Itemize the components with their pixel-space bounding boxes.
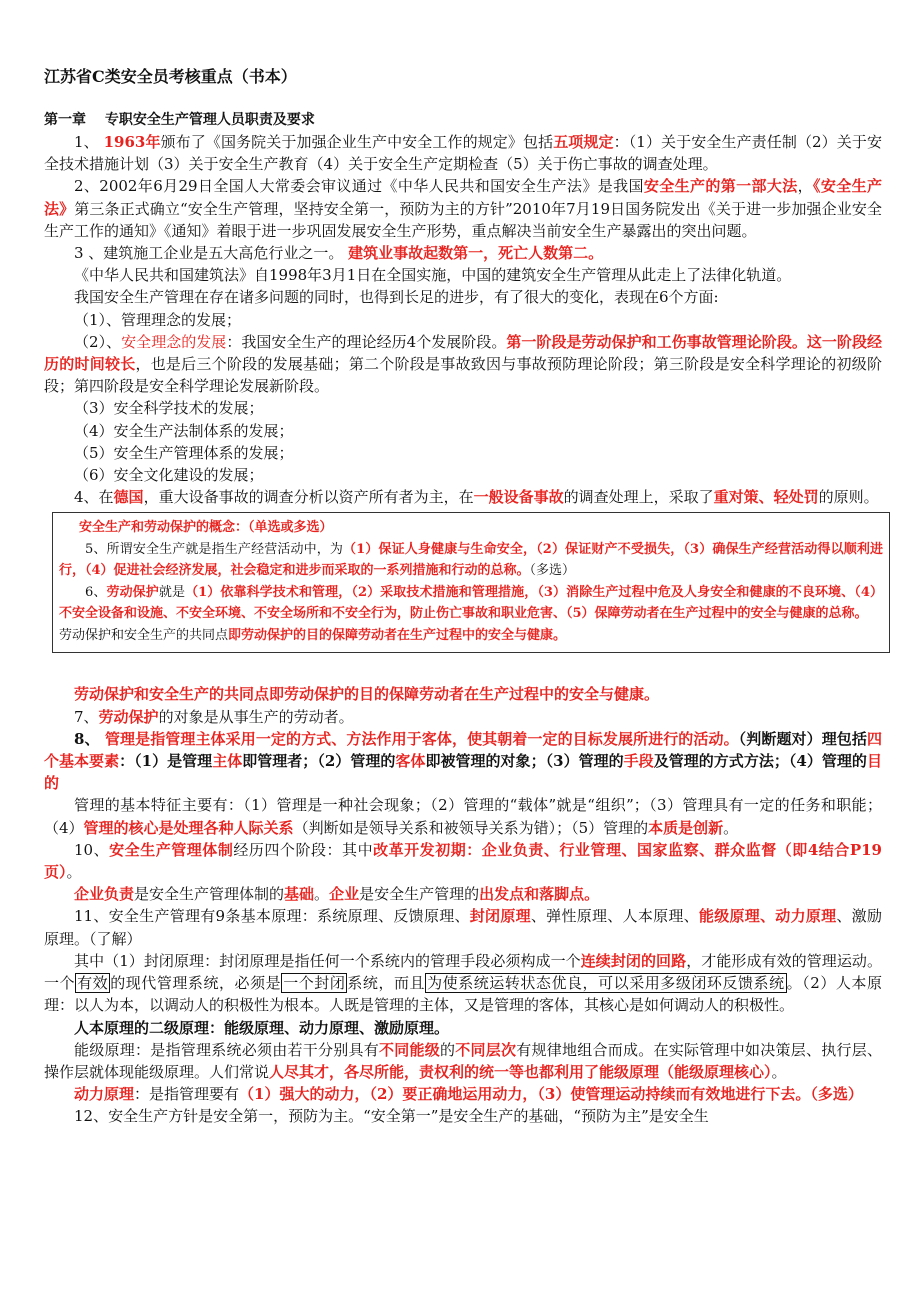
text-run: 2、2002年6月29日全国人大常委会审议通过《中华人民共和国安全生产法》是我国 <box>74 177 644 196</box>
paragraph-8 <box>44 397 882 419</box>
text-run: ，重大设备事故的调查分析以资产所有者为主，在 <box>143 488 474 507</box>
text-run: （1）保证人身健康与生命安全，（2）保证财产不受损失，（3）确保生产经营活动得以顺利进行，（4）促进社会经济发展，社会稳定和进步而采取的一系列措施和行动的总称。 <box>59 541 883 579</box>
text-run: 改革开发初期：企业负责、行业管理、国家监察、群众监督（即4结合P19页） <box>44 840 882 882</box>
paragraph-15 <box>44 728 882 795</box>
text-run: 安全生产管理体制 <box>109 840 234 859</box>
text-run: 的调查处理上，采取了 <box>563 488 714 507</box>
text-run: 劳动保护 <box>106 584 159 600</box>
text-run: 即劳动保护的目的保障劳动者在生产过程中的安全与健康。 <box>228 627 567 643</box>
text-run: 《中华人民共和国建筑法》自1998年3月1日在全国实施，中国的建筑安全生产管理从此走上了法律化轨道。 <box>74 266 792 285</box>
text-run: 客体 <box>395 752 426 771</box>
paragraph-5 <box>44 286 882 308</box>
text-run: 管理是指管理主体采用一定的方式、方法作用于客体，使其朝着一定的目标发展所进行的活动。 <box>104 729 739 748</box>
boxed-text: 一个封闭 <box>283 974 346 993</box>
text-run: 及管理的方式方法；（4）管理的 <box>653 752 867 771</box>
text-run: 5、所谓安全生产就是指生产经营活动中，为 <box>85 541 344 557</box>
text-run: ，也是后三个阶段的发展基础；第二个阶段是事故致因与事故预防理论阶段；第三阶段是安全科学理论的初级阶段；第四阶段是安全科学理论发展新阶段。 <box>44 355 882 396</box>
text-run: 劳动保护和安全生产的共同点 <box>59 627 229 643</box>
text-run: 8、 <box>74 729 105 748</box>
text-run: 12、安全生产方针是安全第一，预防为主。“安全第一”是安全生产的基础，“预防为主”是安全生 <box>74 1107 709 1126</box>
text-run: （3）安全科学技术的发展； <box>74 399 264 418</box>
text-run: 的 <box>439 1040 456 1059</box>
text-run: 能级原理：是指管理系统必须由若干分别具有 <box>74 1040 379 1059</box>
text-run: 是安全生产管理体制的 <box>134 885 285 904</box>
text-run: 即被管理的对象；（3）管理的 <box>425 752 624 771</box>
text-run: 。 <box>66 863 82 882</box>
text-run: 能级原理、动力原理 <box>698 907 837 926</box>
text-run: 10、 <box>74 840 110 859</box>
paragraph-17 <box>44 839 882 883</box>
text-run: 连续封闭的回路 <box>580 951 687 970</box>
text-run: 经历四个阶段：其中 <box>233 840 374 859</box>
text-run: 1、 <box>74 133 104 151</box>
paragraph-21 <box>44 1017 882 1039</box>
paragraph-19 <box>44 905 882 949</box>
text-run: 企业 <box>329 885 360 904</box>
paragraph-16 <box>44 794 882 838</box>
paragraph-18 <box>44 883 882 905</box>
text-run: 。 <box>771 1062 787 1081</box>
text-run: 安全理念的发展 <box>121 332 227 351</box>
boxed-text: 为使系统运转状态优良，可以采用多级闭环反馈系统 <box>427 974 785 993</box>
text-run: 劳动保护和安全生产的共同点即劳动保护的目的保障劳动者在生产过程中的安全与健康。 <box>74 685 660 704</box>
text-run: 《安全生产法》 <box>44 177 882 218</box>
text-run: 重对策、轻处罚 <box>713 488 819 507</box>
text-run: ， <box>797 177 813 196</box>
paragraph-20 <box>44 950 882 1017</box>
text-run: 3 、建筑施工企业是五大高危行业之一。 <box>74 244 349 263</box>
text-run: ：（1）是管理 <box>119 752 213 771</box>
text-run: 的现代管理系统，必须是 <box>110 974 282 993</box>
text-run: ：我国安全生产的理论经历4个发展阶段。 <box>226 332 507 351</box>
paragraph-9 <box>44 420 882 442</box>
paragraph-14 <box>44 706 882 728</box>
paragraph-2 <box>44 175 882 242</box>
paragraph-3 <box>44 242 882 264</box>
text-run: 五项规定 <box>553 133 614 151</box>
text-run: 我国安全生产管理在存在诸多问题的同时，也得到长足的进步，有了很大的变化，表现在6个方面: <box>74 288 719 307</box>
text-run: 德国 <box>113 488 144 507</box>
concept-box-item-6 <box>59 582 883 625</box>
text-run: （5）安全生产管理体系的发展； <box>74 443 294 462</box>
text-run: （判断如是领导关系和被领导关系为错）；（5）管理的 <box>293 818 649 837</box>
text-run: 有规律地组合而成。在实际管理中如决策层、执行层、操作层就体现能级原理。人们常说 <box>44 1040 882 1081</box>
paragraph-22 <box>44 1039 882 1083</box>
paragraph-6 <box>44 309 882 331</box>
text-run: 第一阶段是劳动保护和工伤事故管理论阶段。这一阶段经历的时间较长 <box>44 332 882 374</box>
text-run: 主体 <box>212 752 243 771</box>
text-run: 系统，而且 <box>347 974 426 993</box>
paragraph-24 <box>44 1105 882 1127</box>
text-run: 出发点和落脚点。 <box>479 885 600 904</box>
text-run: （1）、管理理念的发展； <box>74 310 242 329</box>
text-run: 管理的基本特征主要有：（1）管理是一种社会现象；（2）管理的“载体”就是“组织”；（3）管理具有一定的任务和职能；（4） <box>44 796 882 837</box>
paragraph-11 <box>44 464 882 486</box>
text-run: （2）、 <box>74 332 122 351</box>
concept-box-common-point <box>59 625 883 647</box>
text-run: 6、 <box>85 584 107 600</box>
text-run: 的对象是从事生产的劳动者。 <box>158 707 354 726</box>
boxed-text: 有效 <box>77 974 109 993</box>
text-run: ：（1）关于安全生产责任制（2）关于安全技术措施计划（3）关于安全生产教育（4）关于安全生产定期检查（5）关于伤亡事故的调查处理。 <box>44 133 882 174</box>
paragraph-23 <box>44 1083 882 1105</box>
text-run: 7、 <box>74 707 99 726</box>
paragraph-13 <box>44 683 882 705</box>
text-run: 目的 <box>44 752 882 793</box>
text-run: 是安全生产管理的 <box>359 885 480 904</box>
paragraph-4 <box>44 264 882 286</box>
text-run: 不同层次 <box>455 1040 517 1059</box>
concept-box <box>52 512 890 653</box>
text-run: （判断题对）理包括 <box>738 729 867 748</box>
document-title: 江苏省C类安全员考核重点（书本） <box>44 67 297 86</box>
text-run: 建筑业事故起数第一，死亡人数第二。 <box>348 244 604 263</box>
text-run: 四个基本要素 <box>44 729 882 771</box>
text-run: 。 <box>723 818 739 837</box>
text-run: 动力原理 <box>74 1085 135 1104</box>
text-run: 其中（1）封闭原理：封闭原理是指任何一个系统内的管理手段必须构成一个 <box>74 951 581 970</box>
concept-box-item-5 <box>59 539 883 582</box>
text-run: 一般设备事故 <box>473 488 564 507</box>
paragraph-12 <box>44 486 882 508</box>
text-run: 人本原理的二级原理：能级原理、动力原理、激励原理。 <box>74 1018 450 1037</box>
text-run: 不同能级 <box>378 1040 440 1059</box>
text-run: 管理的核心是处理各种人际关系 <box>83 818 294 837</box>
text-run: （6）安全文化建设的发展； <box>74 466 264 485</box>
text-run: 企业负责 <box>74 885 135 904</box>
text-run: 、激励原理。（了解） <box>44 907 882 948</box>
text-run: 就是 <box>158 584 186 600</box>
text-run: 安全生产的第一部大法 <box>643 177 798 196</box>
text-run: 颁布了《国务院关于加强企业生产中安全工作的规定》包括 <box>160 133 554 151</box>
document-page <box>44 64 882 1128</box>
text-run: 封闭原理 <box>469 907 531 926</box>
chapter-heading: 第一章 专职安全生产管理人员职责及要求 <box>44 112 315 128</box>
concept-box-heading: 安全生产和劳动保护的概念：（单选或多选） <box>79 520 333 536</box>
text-run: 本质是创新 <box>648 818 724 837</box>
text-run: 第三条正式确立“安全生产管理，坚持安全第一，预防为主的方针”2010年7月19日国务院发出《关于进一步加强企业安全生产工作的通知》《通知》着眼于进一步巩固发展安全生产形势，重点解决当前安全生产暴露出的突出问题。 <box>44 199 882 240</box>
text-run: 。 <box>314 885 330 904</box>
text-run: 人尽其才，各尽所能，责权利的统一等也都利用了能级原理（能级原理核心） <box>269 1062 772 1081</box>
paragraph-1 <box>44 131 882 175</box>
text-run: 的原则。 <box>818 488 879 507</box>
text-run: ：是指管理要有 <box>134 1085 240 1104</box>
text-run: 1963年 <box>103 133 161 151</box>
text-run: 即管理者；（2）管理的 <box>242 752 396 771</box>
text-run: 4、在 <box>74 488 114 507</box>
text-run: ，才能形成有效的管理运动。一个 <box>44 951 882 993</box>
text-run: 11、安全生产管理有9条基本原理：系统原理、反馈原理、 <box>74 907 470 926</box>
text-run: 。（2）人本原理：以人为本，以调动人的积极性为根本。人既是管理的主体，又是管理的客体，其核心是如何调动人的积极性。 <box>44 974 882 1015</box>
text-run: （1）依靠科学技术和管理，（2）采取技术措施和管理措施，（3）消除生产过程中危及人身安全和健康的不良环境、（4）不安全设备和设施、不安全环境、不安全场所和不安全行为，防止伤亡事故和职业危害、（5）保障劳动者在生产过程中的安全与健康的总称。 <box>59 584 883 622</box>
paragraph-7 <box>44 331 882 398</box>
text-run: 手段 <box>623 752 654 771</box>
text-run: 基础 <box>284 885 315 904</box>
paragraph-10 <box>44 442 882 464</box>
text-run: 、弹性原理、人本原理、 <box>530 907 699 926</box>
text-run: （多选） <box>529 563 576 579</box>
text-run: （4）安全生产法制体系的发展； <box>74 421 294 440</box>
text-run: （1）强大的动力，（2）要正确地运用动力，（3）使管理运动持续而有效地进行下去。（多选） <box>239 1085 863 1104</box>
text-run: 劳动保护 <box>98 707 159 726</box>
